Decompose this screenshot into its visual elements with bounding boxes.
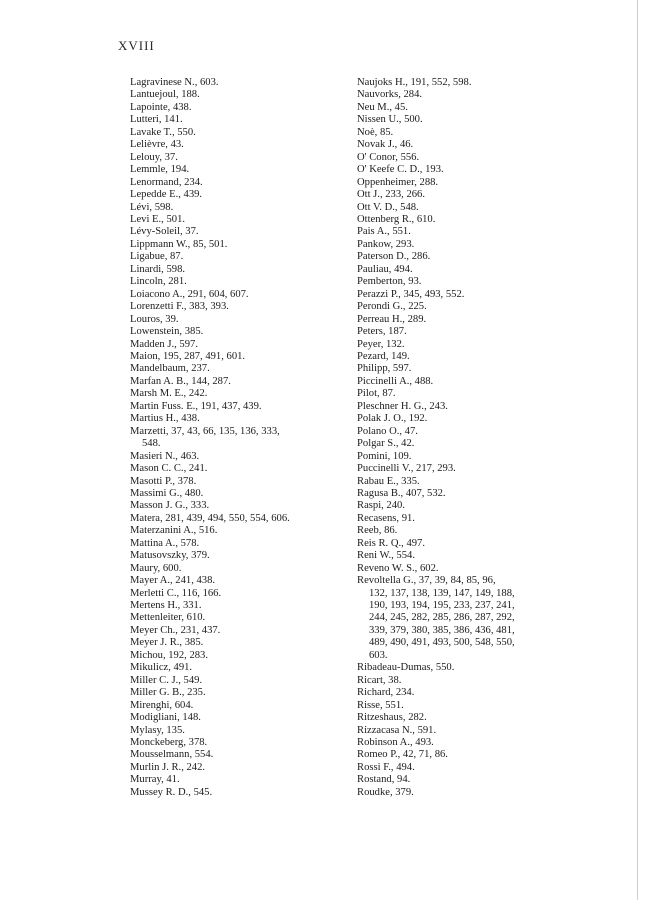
index-entry: Peyer, 132. (357, 338, 405, 350)
index-entry: Perazzi P., 345, 493, 552. (357, 288, 465, 300)
index-entry: Ribadeau-Dumas, 550. (357, 662, 455, 674)
index-entry: Pemberton, 93. (357, 276, 422, 288)
index-entry: Ragusa B., 407, 532. (357, 487, 446, 499)
index-entry: Marzetti, 37, 43, 66, 135, 136, 333, (130, 425, 280, 437)
index-entry: Nauvorks, 284. (357, 89, 423, 101)
index-entry: 339, 379, 380, 385, 386, 436, 481, (369, 624, 515, 636)
index-entry: Novak J., 46. (357, 139, 414, 151)
index-entry: Peters, 187. (357, 326, 407, 338)
index-entry: Rostand, 94. (357, 774, 411, 786)
index-entry: Naujoks H., 191, 552, 598. (357, 77, 472, 88)
index-entry: Reis R. Q., 497. (357, 537, 425, 549)
index-entry: Matera, 281, 439, 494, 550, 554, 606. (130, 512, 290, 524)
index-entry: Romeo P., 42, 71, 86. (357, 749, 448, 761)
index-entry: Mayer A., 241, 438. (130, 575, 216, 587)
index-entry: Ritzeshaus, 282. (357, 712, 427, 724)
index-entry: Ottenberg R., 610. (357, 213, 436, 225)
index-entry: Linardi, 598. (130, 263, 186, 275)
index-entry: Revoltella G., 37, 39, 84, 85, 96, (357, 575, 496, 587)
index-entry: Lepedde E., 439. (130, 189, 203, 201)
page-edge-line (637, 0, 638, 900)
index-entry: Pilot, 87. (357, 388, 396, 400)
index-entry: 244, 245, 282, 285, 286, 287, 292, (369, 612, 515, 624)
index-entry: 489, 490, 491, 493, 500, 548, 550, (369, 637, 515, 649)
index-entry: Pleschner H. G., 243. (357, 400, 448, 412)
index-entry: Richard, 234. (357, 687, 415, 699)
index-entry: O' Keefe C. D., 193. (357, 164, 444, 176)
index-entry: Polgar S., 42. (357, 438, 415, 450)
index-entry: Murray, 41. (130, 774, 180, 786)
index-entry: Lemmle, 194. (130, 164, 190, 176)
index-entry: Monckeberg, 378. (130, 737, 208, 749)
index-entry: 132, 137, 138, 139, 147, 149, 188, (369, 587, 515, 599)
index-entry: Ott J., 233, 266. (357, 189, 425, 201)
index-entry: Roudke, 379. (357, 786, 414, 798)
index-entry: Meyer J. R., 385. (130, 637, 204, 649)
index-entry: Pauliau, 494. (357, 263, 413, 275)
index-entry: Lavake T., 550. (130, 126, 196, 138)
index-entry: Neu M., 45. (357, 101, 408, 113)
index-entry: Polano O., 47. (357, 425, 418, 437)
index-entry: Rossi F., 494. (357, 761, 415, 773)
index-entry: Perondi G., 225. (357, 301, 427, 313)
index-entry: Masson J. G., 333. (130, 500, 210, 512)
index-entry: Madden J., 597. (130, 338, 198, 350)
index-entry: Murlin J. R., 242. (130, 761, 206, 773)
index-entry: Risse, 551. (357, 699, 404, 711)
index-entry: 190, 193, 194, 195, 233, 237, 241, (369, 600, 515, 612)
index-entry: Noè, 85. (357, 126, 394, 138)
index-entry: Pankow, 293. (357, 238, 415, 250)
index-entry: Lenormand, 234. (130, 176, 203, 188)
index-entry: Loiacono A., 291, 604, 607. (130, 288, 249, 300)
index-entry: Mettenleiter, 610. (130, 612, 206, 624)
index-entry: Lelièvre, 43. (130, 139, 184, 151)
index-entry: Lagravinese N., 603. (130, 77, 219, 88)
index-entry: Masotti P., 378. (130, 475, 197, 487)
index-entry: Miller C. J., 549. (130, 674, 203, 686)
index-entry: Lelouy, 37. (130, 151, 178, 163)
index-entry: Mason C. C., 241. (130, 463, 208, 475)
index-entry: Mattina A., 578. (130, 537, 200, 549)
index-entry: Pezard, 149. (357, 350, 410, 362)
index-entry: Lantuejoul, 188. (130, 89, 200, 101)
index-entry: Rizzacasa N., 591. (357, 724, 437, 736)
index-entry: Massimi G., 480. (130, 487, 204, 499)
index-entry: Marsh M. E., 242. (130, 388, 208, 400)
index-entry: Piccinelli A., 488. (357, 375, 434, 387)
index-entry: Pomini, 109. (357, 450, 412, 462)
index-entry: Marfan A. B., 144, 287. (130, 375, 231, 387)
index-entry: Polak J. O., 192. (357, 413, 428, 425)
index-entry: Lapointe, 438. (130, 101, 192, 113)
index-entry: Miller G. B., 235. (130, 687, 206, 699)
index-entry: O' Conor, 556. (357, 151, 420, 163)
index-entry: Louros, 39. (130, 313, 179, 325)
page-number: XVIII (118, 38, 155, 53)
index-entry: Reni W., 554. (357, 550, 415, 562)
index-entry: Matusovszky, 379. (130, 550, 210, 562)
index-entry: Ott V. D., 548. (357, 201, 419, 213)
index-entry: Lévi, 598. (130, 201, 174, 213)
index-entry: Modigliani, 148. (130, 712, 201, 724)
index-entry: Mylasy, 135. (130, 724, 185, 736)
index-entry: Lowenstein, 385. (130, 326, 204, 338)
index-entry: Materzanini A., 516. (130, 525, 218, 537)
index-entry: Maury, 600. (130, 562, 182, 574)
index-entry: Lincoln, 281. (130, 276, 187, 288)
index-entry: Oppenheimer, 288. (357, 176, 439, 188)
index-entry: Maion, 195, 287, 491, 601. (130, 350, 246, 362)
index-entry: Mussey R. D., 545. (130, 786, 213, 798)
index-entry: Raspi, 240. (357, 500, 405, 512)
index-entry: Michou, 192, 283. (130, 649, 208, 661)
index-entry: Mandelbaum, 237. (130, 363, 210, 375)
index-entry: Ligabue, 87. (130, 251, 184, 263)
index-entry: Mirenghi, 604. (130, 699, 194, 711)
index-entry: Mertens H., 331. (130, 600, 202, 612)
index-entry: Martin Fuss. E., 191, 437, 439. (130, 400, 262, 412)
index-entry: 548. (142, 438, 161, 450)
index-column-right (357, 77, 579, 799)
index-entry: Merletti C., 116, 166. (130, 587, 222, 599)
index-entry: Robinson A., 493. (357, 737, 434, 749)
index-entry: Pais A., 551. (357, 226, 411, 238)
index-entry: Reveno W. S., 602. (357, 562, 439, 574)
index-entry: Reeb, 86. (357, 525, 398, 537)
index-entry: Ricart, 38. (357, 674, 402, 686)
index-entry: Mikulicz, 491. (130, 662, 193, 674)
index-entry: Philipp, 597. (357, 363, 412, 375)
index-entry: Nissen U., 500. (357, 114, 423, 126)
index-entry: Lévy-Soleil, 37. (130, 226, 199, 238)
index-entry: Levi E., 501. (130, 213, 186, 225)
index-entry: Masieri N., 463. (130, 450, 200, 462)
index-entry: Mousselmann, 554. (130, 749, 214, 761)
index-entry: Perreau H., 289. (357, 313, 427, 325)
index-entry: Puccinelli V., 217, 293. (357, 463, 456, 475)
index-entry: Lorenzetti F., 383, 393. (130, 301, 229, 313)
index-entry: Lippmann W., 85, 501. (130, 238, 228, 250)
index-entry: 603. (369, 649, 388, 661)
index-entry: Recasens, 91. (357, 512, 415, 524)
index-entry: Lutteri, 141. (130, 114, 183, 126)
index-entry: Meyer Ch., 231, 437. (130, 624, 221, 636)
index-entry: Rabau E., 335. (357, 475, 420, 487)
index-column-left (130, 77, 354, 799)
index-entry: Martius H., 438. (130, 413, 200, 425)
index-entry: Paterson D., 286. (357, 251, 431, 263)
